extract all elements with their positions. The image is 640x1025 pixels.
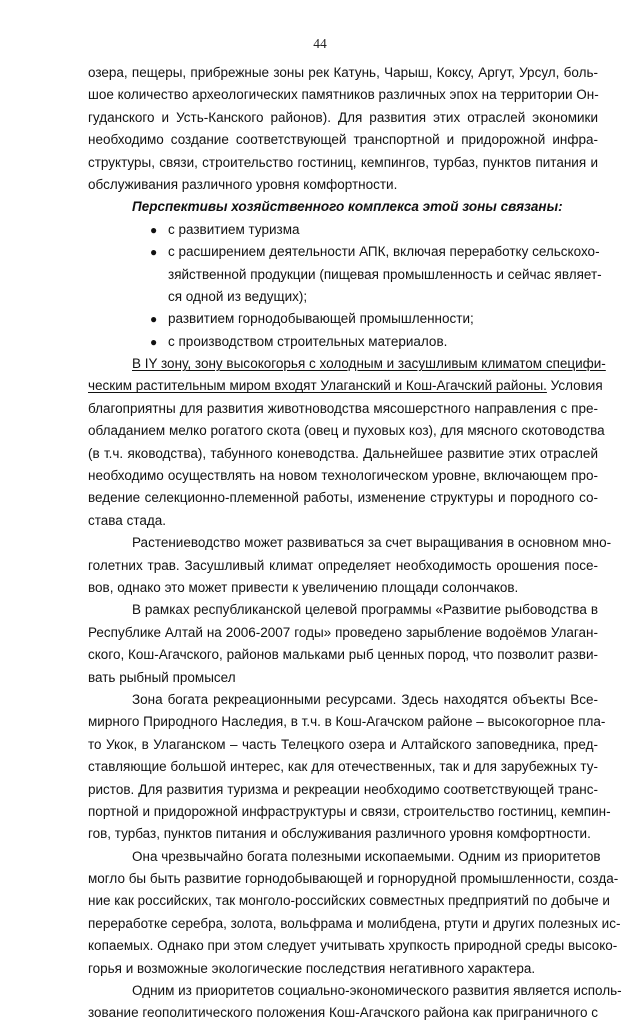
text-line: копаемых. Однако при этом следует учитывать хрупкость природной среды высоко- bbox=[88, 938, 618, 954]
body-text bbox=[88, 62, 622, 1025]
text-line: ставляющие большой интерес, как для отечественных, так и для зарубежных ту- bbox=[88, 759, 598, 775]
paragraph bbox=[88, 980, 622, 1025]
text-line: переработке серебра, золота, вольфрама и молибдена, ртути и других полезных ис- bbox=[88, 915, 621, 931]
text-line: гов, турбаз, пунктов питания и обслуживания различного уровня комфортности. bbox=[88, 826, 591, 842]
text-line: благоприятны для развития животноводства мясошерстного направления с пре- bbox=[88, 400, 598, 416]
bullet-item bbox=[88, 219, 598, 241]
text-line: Одним из приоритетов социально-экономического развития является исполь- bbox=[132, 983, 622, 999]
text-line: става стада. bbox=[88, 512, 166, 528]
text-line: ского, Кош-Агачского, районов мальками рыб ценных пород, что позволит разви- bbox=[88, 647, 598, 663]
bullet-text: с расширением деятельности АПК, включая переработку сельскохо- bbox=[168, 244, 600, 260]
text-line: структуры, связи, строительство гостиниц, кемпингов, турбаз, пунктов питания и bbox=[88, 154, 598, 170]
text-line: ческим растительным миром входят Улаганский и Кош-Агачский районы. Условия bbox=[88, 378, 603, 394]
text-line: вов, однако это может привести к увеличению площади солончаков. bbox=[88, 579, 519, 595]
text-line: озера, пещеры, прибрежные зоны рек Катунь, Чарыш, Коксу, Аргут, Урсул, боль- bbox=[88, 65, 598, 80]
section-heading: Перспективы хозяйственного комплекса этой зоны связаны: bbox=[132, 199, 563, 215]
text-line: Республике Алтай на 2006-2007 годы» проведено зарыбление водоёмов Улаган- bbox=[88, 624, 598, 640]
text-line: (в т.ч. яководства), табунного коневодства. Дальнейшее развитие этих отраслей bbox=[88, 445, 598, 461]
paragraph bbox=[88, 689, 611, 846]
paragraph bbox=[88, 532, 612, 599]
bullet-text: с развитием туризма bbox=[168, 221, 300, 237]
text-line: обладанием мелко рогатого скота (овец и пуховых коз), для мясного скотоводства bbox=[88, 423, 605, 439]
text-line: В рамках республиканской целевой программы «Развитие рыбоводства в bbox=[132, 602, 598, 618]
text-line: необходимо создание соответствующей транспортной и придорожной инфра- bbox=[88, 132, 598, 148]
bullet-item bbox=[88, 241, 598, 263]
text-line: мирного Природного Наследия, в т.ч. в Кош-Агачском районе – высокогорное пла- bbox=[88, 714, 606, 730]
text-line: Она чрезвычайно богата полезными ископаемыми. Одним из приоритетов bbox=[132, 848, 601, 864]
paragraph bbox=[88, 353, 606, 532]
text-line: Зона богата рекреационными ресурсами. Здесь находятся объекты Все- bbox=[132, 691, 598, 707]
text-line: шое количество археологических памятников различных эпох на территории Он- bbox=[88, 87, 599, 103]
bullet-icon: ● bbox=[150, 334, 158, 349]
bullet-list bbox=[88, 219, 602, 353]
bullet-icon: ● bbox=[150, 312, 158, 327]
text-line: то Укок, в Улаганском – часть Телецкого озера и Алтайского заповедника, пред- bbox=[88, 736, 598, 752]
bullet-text: развитием горнодобывающей промышленности; bbox=[168, 311, 474, 327]
text-line: горья и возможные экологические последствия негативного характера. bbox=[88, 960, 536, 976]
page-number: 44 bbox=[313, 36, 327, 51]
text-line: могло бы быть развитие горнодобывающей и горнорудной промышленности, созда- bbox=[88, 871, 619, 887]
text-line: гуданского и Усть-Канского районов). Для развития этих отраслей экономики bbox=[88, 109, 598, 125]
text-line: портной и придорожной инфраструктуры и связи, строительство гостиниц, кемпин- bbox=[88, 803, 611, 819]
text-line: обслуживания различного уровня комфортности. bbox=[88, 176, 398, 192]
bullet-item-continuation: зяйственной продукции (пищевая промышленность и сейчас являет- bbox=[168, 266, 602, 282]
text-line: ведение селекционно-племенной работы, изменение структуры и породного со- bbox=[88, 490, 598, 506]
text-line: зование геополитического положения Кош-Агачского района как приграничного с bbox=[88, 1005, 598, 1021]
text-line: необходимо осуществлять на новом технологическом уровне, включающем про- bbox=[88, 468, 598, 484]
bullet-icon: ● bbox=[150, 245, 158, 260]
paragraph bbox=[88, 62, 598, 196]
paragraph bbox=[88, 599, 598, 689]
bullet-item bbox=[88, 308, 598, 330]
paragraph bbox=[88, 846, 621, 980]
text-line: ристов. Для развития туризма и рекреации необходимо соответствующей транс- bbox=[88, 781, 598, 797]
text-line: ние как российских, так монголо-российских совместных предприятий по добыче и bbox=[88, 893, 610, 909]
bullet-item bbox=[88, 331, 598, 353]
bullet-text: с производством строительных материалов. bbox=[168, 333, 448, 349]
text-line: вать рыбный промысел bbox=[88, 669, 236, 685]
text-line: Растениеводство может развиваться за счет выращивания в основном мно- bbox=[132, 535, 612, 551]
bullet-icon: ● bbox=[150, 222, 158, 237]
text-line: В IY зону, зону высокогорья с холодным и засушливым климатом специфи- bbox=[132, 356, 606, 372]
bullet-item-continuation: ся одной из ведущих); bbox=[168, 288, 308, 304]
underlined-text: ческим растительным миром входят Улаганский и Кош-Агачский районы. bbox=[88, 378, 547, 394]
text-line: голетних трав. Засушливый климат определяет необходимость орошения посе- bbox=[88, 557, 598, 573]
